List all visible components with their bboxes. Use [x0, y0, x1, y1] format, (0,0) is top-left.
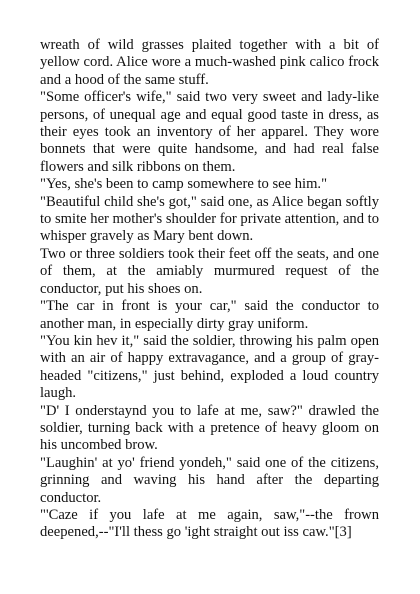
paragraph: wreath of wild grasses plaited together with a bit of yellow cord. Alice wore a much-washed pink calico frock and a hood of the same stuff.: [40, 37, 379, 88]
body-text: [40, 37, 379, 542]
paragraph: "Yes, she's been to camp somewhere to see him.": [40, 176, 328, 193]
paragraph: "'Caze if you lafe at me again, saw,"--the frown deepened,--"I'll thess go 'ight straight out iss caw."[3]: [40, 506, 379, 541]
paragraph: Two or three soldiers took their feet off the seats, and one of them, at the amiably murmured request of the conductor, put his shoes on.: [40, 245, 379, 297]
paragraph: "Laughin' at yo' friend yondeh," said one of the citizens, grinning and waving his hand after the departing conductor.: [40, 454, 379, 506]
paragraph: "D' I onderstaynd you to lafe at me, saw?" drawled the soldier, turning back with a pretence of heavy gloom on his uncombed brow.: [40, 402, 379, 454]
paragraph: "The car in front is your car," said the conductor to another man, in especially dirty gray uniform.: [40, 298, 379, 332]
paragraph: "You kin hev it," said the soldier, throwing his palm open with an air of happy extravagance, and a group of gray-headed "citizens," just behind, exploded a loud country laugh.: [40, 332, 379, 402]
paragraph: "Some officer's wife," said two very sweet and lady-like persons, of unequal age and equal good taste in dress, as their eyes took an inventory of her apparel. They wore bonnets that were quite handsome, and had real false flowers and silk ribbons on them.: [40, 89, 379, 175]
paragraph: "Beautiful child she's got," said one, as Alice began softly to smite her mother's shoulder for private attention, and to whisper gravely as Mary bent down.: [40, 193, 380, 245]
